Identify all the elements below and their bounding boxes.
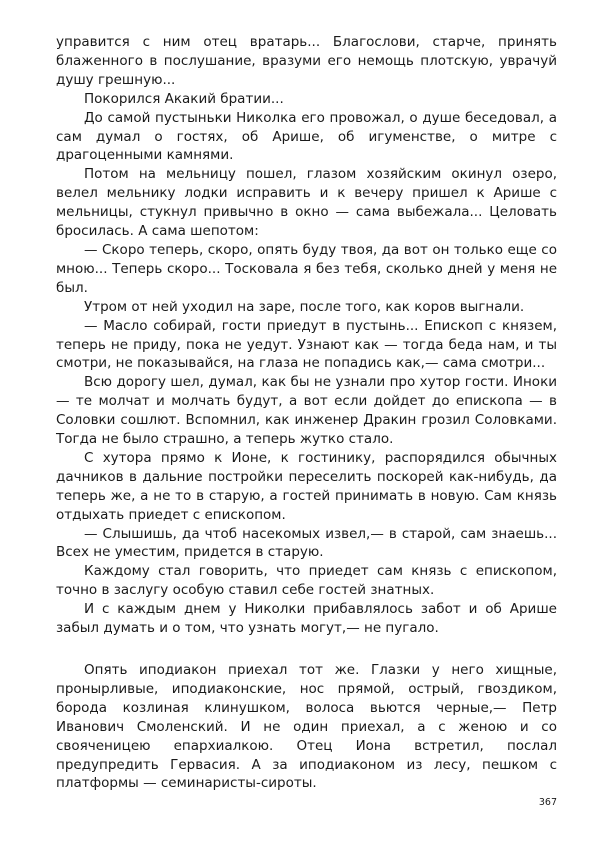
- paragraph-continuation: управится с ним отец вратарь... Благослови, старче, принять блаженного в послушание, вразуми его немощь плотскую, уврачуй душу грешную...: [56, 34, 557, 88]
- paragraph: Опять иподиакон приехал тот же. Глазки у него хищные, пронырливые, иподиаконские, нос прямой, острый, гвоздиком, борода козлиная клинушком, волоса вьются черные,— Петр Иванович Смоленский. И не один приехал, а с женою и со свояченицею епархиалкою. Отец Иона встретил, послал предупредить Гервасия. А за иподиаконом из лесу, пешком с платформы — семинаристы-сироты.: [56, 662, 557, 792]
- paragraph: Всю дорогу шел, думал, как бы не узнали про хутор гости. Иноки — те молчат и молчать будут, а вот если дойдет до епископа — в Соловки сошлют. Вспомнил, как инженер Дракин грозил Соловками. Тогда не было страшно, а теперь жутко стало.: [56, 374, 557, 448]
- paragraph: Потом на мельницу пошел, глазом хозяйским окинул озеро, велел мельнику лодки исправить и к вечеру пришел к Арише с мельницы, стукнул привычно в окно — сама выбежала... Целовать бросилась. А сама шепотом:: [56, 166, 557, 240]
- paragraph: Утром от ней уходил на заре, после того, как коров выгнали.: [84, 298, 525, 315]
- paragraph: Покорился Акакий братии...: [84, 90, 284, 107]
- paragraph: Каждому стал говорить, что приедет сам князь с епископом, точно в заслугу особую ставил себе гостей знатных.: [56, 563, 557, 599]
- page-body: [56, 33, 557, 793]
- paragraph: До самой пустыньки Николка его провожал, о душе беседовал, а сам думал о гостях, об Арише, об игуменстве, о митре с драгоценными камнями.: [56, 109, 557, 164]
- paragraph: С хутора прямо к Ионе, к гостинику, распорядился обычных дачников в дальние постройки переселить поскорей как-нибудь, да теперь же, а не то в старую, а гостей принимать в новую. Сам князь отдыхать приедет с епископом.: [56, 449, 557, 523]
- paragraph: И с каждым днем у Николки прибавлялось забот и об Арише забыл думать и о том, что узнать могут,— не пугало.: [56, 601, 557, 637]
- page-number: 367: [538, 797, 557, 808]
- paragraph-dialogue: — Слышишь, да чтоб насекомых извел,— в старой, сам знаешь... Всех не уместим, придется в старую.: [56, 525, 557, 561]
- paragraph-dialogue: — Масло собирай, гости приедут в пустынь... Епископ с князем, теперь не приду, пока не уедут. Узнают как — тогда беда нам, и ты смотри, не показывайся, на глаза не попадись как,— сама смотри...: [56, 317, 557, 372]
- paragraph-dialogue: — Скоро теперь, скоро, опять буду твоя, да вот он только еще со мною... Теперь скоро... Тосковала я без тебя, сколько дней у меня не был.: [56, 241, 557, 296]
- section-break: [56, 638, 557, 661]
